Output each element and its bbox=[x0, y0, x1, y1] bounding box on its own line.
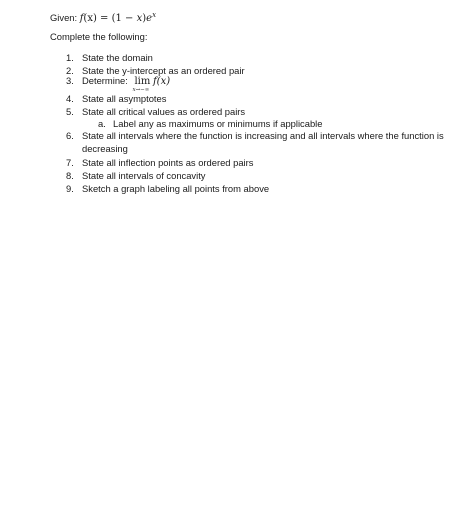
item-number: 9. bbox=[66, 183, 74, 194]
item-number: 3. bbox=[66, 75, 74, 86]
limit-subscript: x→−∞ bbox=[132, 87, 150, 93]
item-number: 8. bbox=[66, 170, 74, 181]
item-text: Determine: lim x→−∞ f(x) bbox=[82, 75, 171, 93]
given-label: Given: bbox=[50, 12, 78, 23]
item-text: State all critical values as ordered pairs bbox=[82, 106, 246, 117]
item-text: State all inflection points as ordered pairs bbox=[82, 157, 254, 168]
item-text: Sketch a graph labeling all points from above bbox=[82, 183, 270, 194]
item-text-continued: decreasing bbox=[82, 143, 128, 154]
item-text: State all intervals of concavity bbox=[82, 170, 206, 181]
limit-expression bbox=[132, 75, 151, 93]
item-number: 2. bbox=[66, 65, 74, 76]
item-number: 6. bbox=[66, 130, 74, 141]
item-number: 5. bbox=[66, 106, 74, 117]
item-text: State the domain bbox=[82, 52, 153, 63]
limit-operator: lim bbox=[134, 76, 151, 87]
item-text: State the y-intercept as an ordered pair bbox=[82, 65, 245, 76]
given-line bbox=[50, 11, 156, 24]
sub-item-text: Label any as maximums or minimums if applicable bbox=[113, 118, 323, 129]
item-text: State all asymptotes bbox=[82, 93, 167, 104]
instructions-intro: Complete the following: bbox=[50, 31, 148, 42]
item-number: 7. bbox=[66, 157, 74, 168]
function-formula: $f(x) = (1 - x)e^x$ bbox=[79, 11, 157, 24]
sub-item-letter: a. bbox=[98, 118, 106, 129]
item-number: 4. bbox=[66, 93, 74, 104]
item-number: 1. bbox=[66, 52, 74, 63]
limit-function: f(x) bbox=[152, 76, 171, 87]
item-text: State all intervals where the function is increasing and all intervals where the function is bbox=[82, 130, 444, 141]
